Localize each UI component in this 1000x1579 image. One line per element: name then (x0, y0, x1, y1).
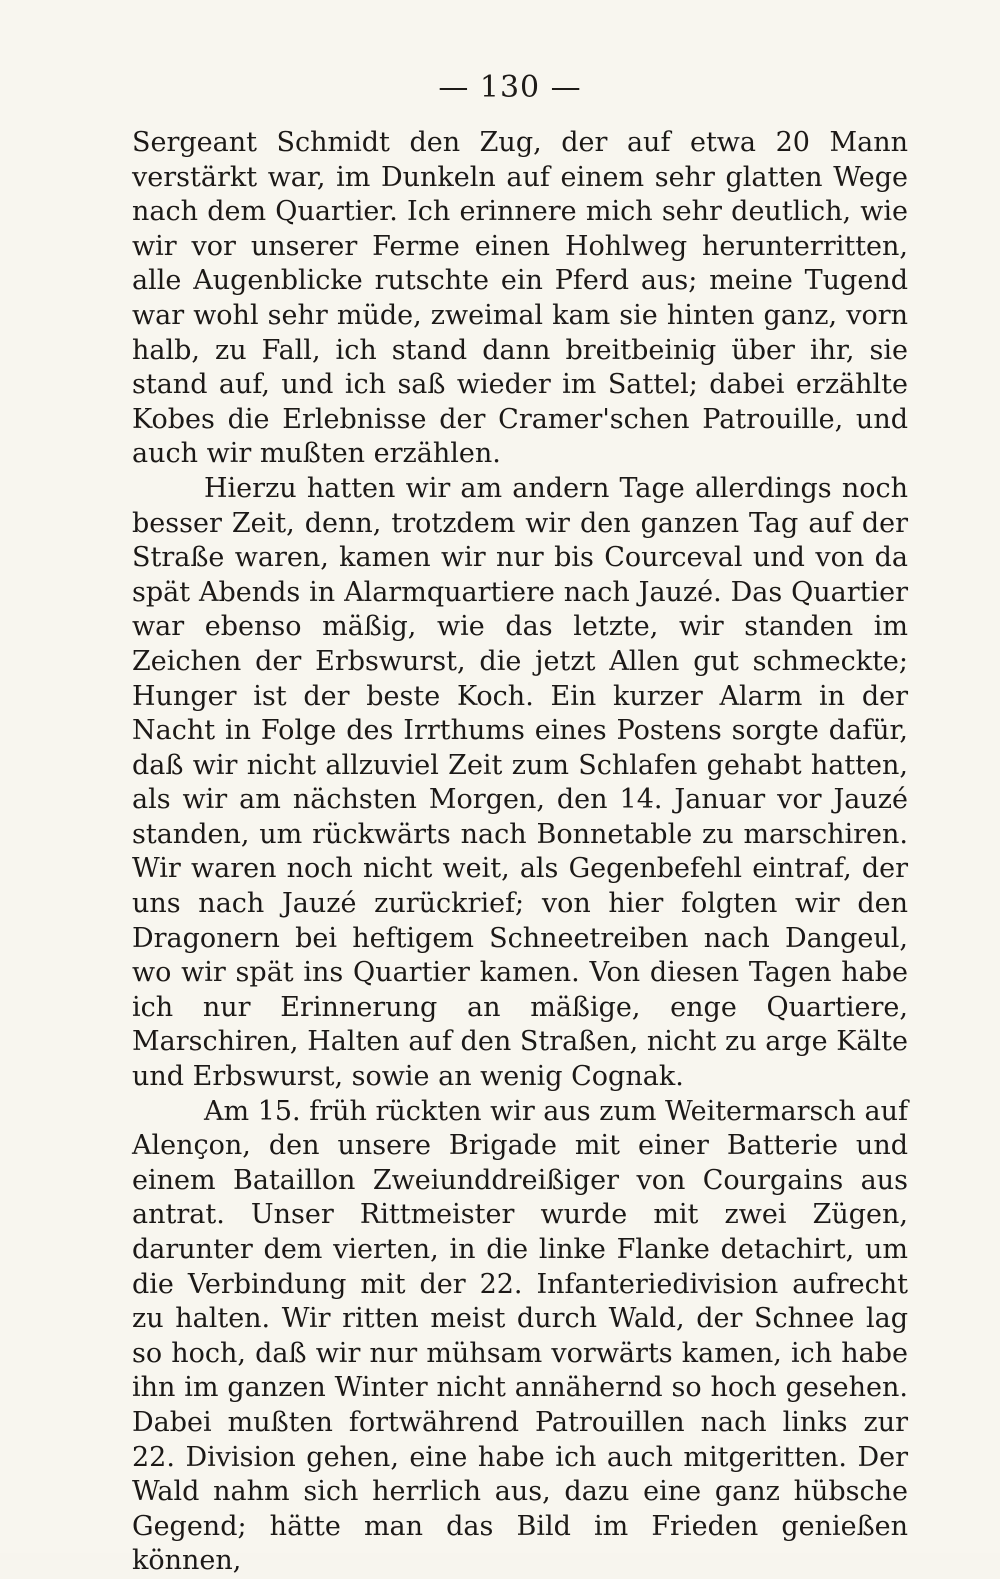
paragraph-3: Am 15. früh rückten wir aus zum Weitermarsch auf Alençon, den unsere Brigade mit einer Batterie und einem Bataillon Zweiunddreißiger von Courgains aus antrat. Unser Rittmeister wurde mit zwei Zügen, darunter dem vierten, in die linke Flanke detachirt, um die Verbindung mit der 22. Infanteriedivision aufrecht zu halten. Wir ritten meist durch Wald, der Schnee lag so hoch, daß wir nur mühsam vorwärts kamen, ich habe ihn im ganzen Winter nicht annähernd so hoch gesehen. Dabei mußten fortwährend Patrouillen nach links zur 22. Division gehen, eine habe ich auch mitgeritten. Der Wald nahm sich herrlich aus, dazu eine ganz hübsche Gegend; hätte man das Bild im Frieden genießen können, (132, 1095, 908, 1577)
paragraph-2: Hierzu hatten wir am andern Tage allerdings noch besser Zeit, denn, trotzdem wir den ganzen Tag auf der Straße waren, kamen wir nur bis Courceval und von da spät Abends in Alarmquartiere nach Jauzé. Das Quartier war ebenso mäßig, wie das letzte, wir standen im Zeichen der Erbswurst, die jetzt Allen gut schmeckte; Hunger ist der beste Koch. Ein kurzer Alarm in der Nacht in Folge des Irrthums eines Postens sorgte dafür, daß wir nicht allzuviel Zeit zum Schlafen gehabt hatten, als wir am nächsten Morgen, den 14. Januar vor Jauzé standen, um rückwärts nach Bonnetable zu marschiren. Wir waren noch nicht weit, als Gegenbefehl eintraf, der uns nach Jauzé zurückrief; von hier folgten wir den Dragonern bei heftigem Schneetreiben nach Dangeul, wo wir spät ins Quartier kamen. Von diesen Tagen habe ich nur Erinnerung an mäßige, enge Quartiere, Marschiren, Halten auf den Straßen, nicht zu arge Kälte und Erbswurst, sowie an wenig Cognak. (132, 472, 908, 1093)
paragraph-1: Sergeant Schmidt den Zug, der auf etwa 20 Mann verstärkt war, im Dunkeln auf einem sehr glatten Wege nach dem Quartier. Ich erinnere mich sehr deutlich, wie wir vor unserer Ferme einen Hohlweg herunterritten, alle Augenblicke rutschte ein Pferd aus; meine Tugend war wohl sehr müde, zweimal kam sie hinten ganz, vorn halb, zu Fall, ich stand dann breitbeinig über ihr, sie stand auf, und ich saß wieder im Sattel; dabei erzählte Kobes die Erlebnisse der Cramer'schen Patrouille, und auch wir mußten erzählen. (132, 127, 908, 470)
page-number: — 130 — (438, 70, 582, 105)
body-text (132, 126, 908, 1579)
